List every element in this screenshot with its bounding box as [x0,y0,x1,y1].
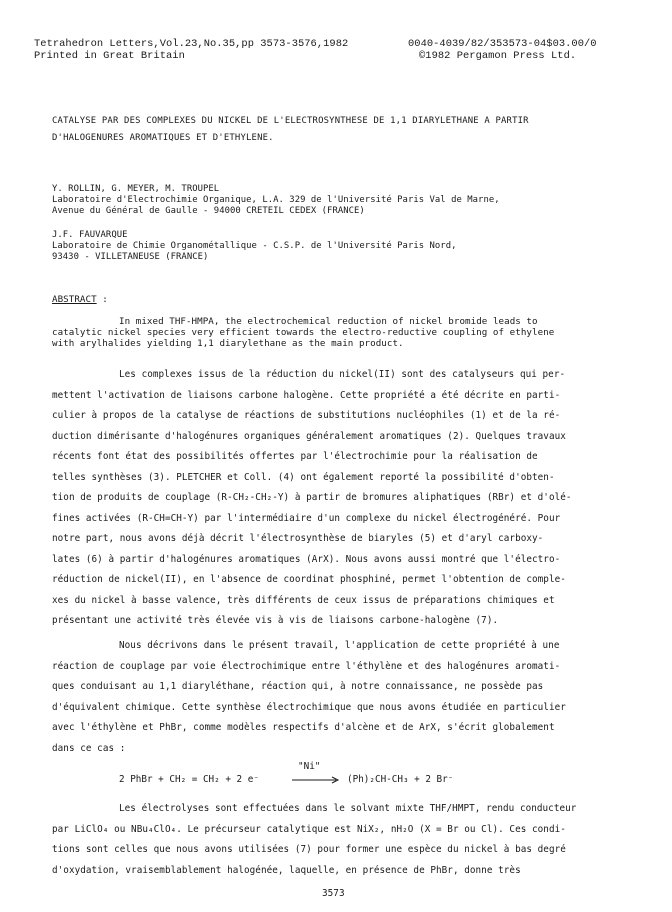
abstract-heading [52,294,108,306]
article-title-line-2: D'HALOGENURES AROMATIQUES ET D'ETHYLENE. [52,133,274,143]
printed-in: Printed in Great Britain [34,50,185,62]
para1-line-8: fines activées (R-CH=CH-Y) par l'intermédiaire d'un complexe du nickel électrogénéré. Pour [52,512,561,524]
para1-line-2: mettent l'activation de liaisons carbone halogène. Cette propriété a été décrite en parti- [52,389,561,401]
para2-line-5: avec l'éthylène et PhBr, comme modèles respectifs d'alcène et de ArX, s'écrit globalement [52,722,555,733]
page-number: 3573 [322,888,345,899]
journal-citation: Tetrahedron Letters,Vol.23,No.35,pp 3573-3576,1982 [34,38,349,50]
affiliation-2-line-2: 93430 - VILLETANEUSE (FRANCE) [52,252,209,262]
copyright: ©1982 Pergamon Press Ltd. [419,50,577,62]
affiliation-1-line-1: Laboratoire d'Electrochimie Organique, L.A. 329 de l'Université Paris Val de Marne, [52,195,500,205]
para2-line-1: Nous décrivons dans le présent travail, l'application de cette propriété à une [119,640,560,651]
abstract-line-3: with arylhalides yielding 1,1 diarylethane as the main product. [52,338,404,349]
article-title-line-1: CATALYSE PAR DES COMPLEXES DU NICKEL DE L'ELECTROSYNTHESE DE 1,1 DIARYLETHANE A PARTIR [52,116,529,126]
para1-line-5: récents font état des possibilités offertes par l'électrochimie pour la réalisation de [52,451,538,462]
para2-line-2: réaction de couplage par voie électrochimique entre l'éthylène et des halogénures aromati- [52,660,561,672]
para1-line-11: réduction de nickel(II), en l'absence de coordinat phosphiné, permet l'obtention de comple- [52,574,566,585]
para1-line-13: présentant une activité très élevée vis à vis de liaisons carbone-halogène (7). [52,615,499,626]
author-names-2: J.F. FAUVARQUE [52,230,128,240]
para1-line-1: Les complexes issus de la réduction du nickel(II) sont des catalyseurs qui per- [119,369,566,380]
affiliation-2-line-1: Laboratoire de Chimie Organométallique - C.S.P. de l'Université Paris Nord, [52,241,457,251]
abstract-line-1: In mixed THF-HMPA, the electrochemical reduction of nickel bromide leads to [119,316,538,327]
para1-line-9: notre part, nous avons déjà décrit l'électrosynthèse de biaryles (5) et d'aryl carboxy- [52,533,544,544]
para1-line-12: xes du nickel à basse valence, très différents de ceux issus de préparations chimiques et [52,594,555,606]
abstract-heading-text: ABSTRACT [52,294,97,305]
issn-code: 0040-4039/82/353573-04$03.00/0 [408,38,597,50]
para3-line-4: d'oxydation, vraisemblablement halogénée, laquelle, en présence de PhBr, donne très [52,864,521,876]
abstract-line-2: catalytic nickel species very efficient towards the electro-reductive coupling of ethylene [52,327,555,338]
para1-line-3: culier à propos de la catalyse de réactions de substitutions nucléophiles (1) et de la ré- [52,410,561,421]
para1-line-6: telles synthèses (3). PLETCHER et Coll. (4) ont également reporté la possibilité d'obten- [52,471,555,483]
para1-line-4: duction dimérisante d'halogénures organiques généralement aromatiques (2). Quelques travaux [52,430,566,442]
reaction-arrow-icon [292,776,340,784]
para1-line-10: lates (6) à partir d'halogénures aromatiques (ArX). Nous avons aussi montré que l'électro- [52,553,561,565]
affiliation-1-line-2: Avenue du Général de Gaulle - 94000 CRETEIL CEDEX (FRANCE) [52,206,365,216]
para3-line-2: par LiClO₄ ou NBu₄ClO₄. Le précurseur catalytique est NiX₂, nH₂O (X = Br ou Cl). Ces condi- [52,823,566,835]
abstract-heading-colon: : [96,294,108,305]
para2-line-3: ques conduisant au 1,1 diaryléthane, réaction qui, à notre connaissance, ne possède pas [52,681,544,692]
para2-line-4: d'équivalent chimique. Cette synthèse électrochimique que nous avons étudiée en particulier [52,701,566,713]
equation-left: 2 PhBr + CH₂ = CH₂ + 2 e⁻ [119,774,259,785]
para2-line-6: dans ce cas : [52,742,126,754]
para3-line-3: tions sont celles que nous avons utilisées (7) pour former une espèce du nickel à bas degré [52,844,566,855]
para3-line-1: Les électrolyses sont effectuées dans le solvant mixte THF/HMPT, rendu conducteur [119,803,577,814]
equation-catalyst: "Ni" [298,761,321,772]
author-names-1: Y. ROLLIN, G. MEYER, M. TROUPEL [52,184,220,194]
equation-right: (Ph)₂CH-CH₃ + 2 Br⁻ [347,774,454,785]
para1-line-7: tion de produits de couplage (R-CH₂-CH₂-Y) à partir de bromures aliphatiques (RBr) et d'olé- [52,492,572,503]
